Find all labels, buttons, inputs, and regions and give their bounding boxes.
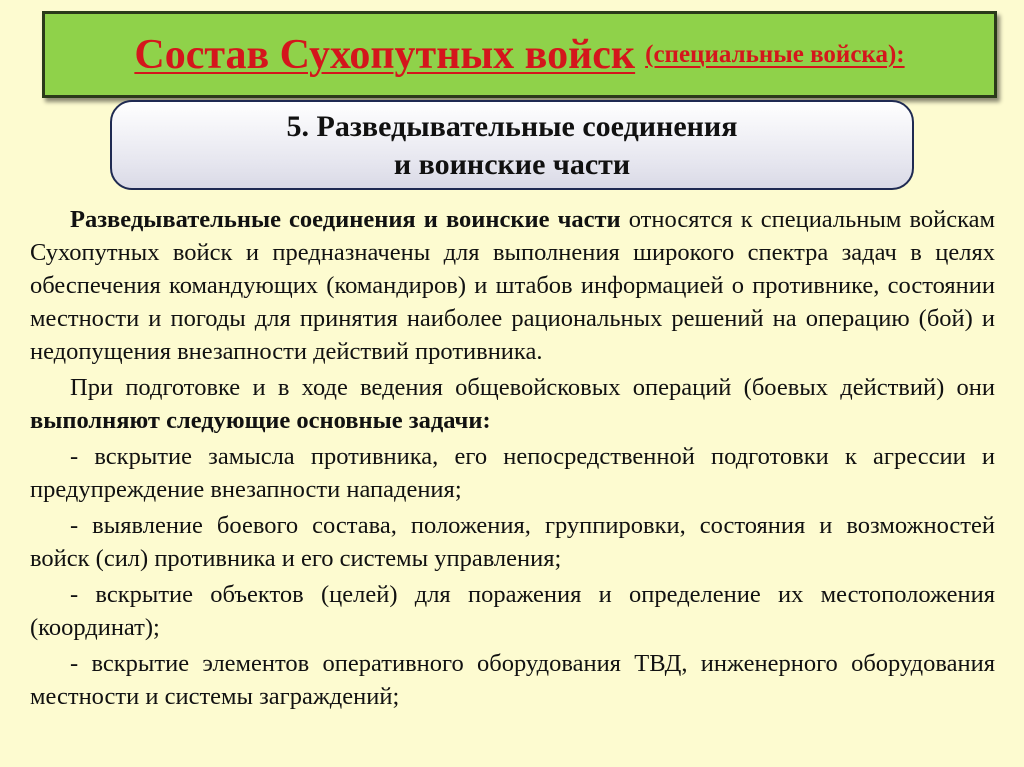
task-item-3: - вскрытие объектов (целей) для поражения и определение их местоположения (координат); (30, 581, 995, 641)
section-heading-line-1: 5. Разведывательные соединения (286, 110, 738, 143)
intro-bold-subject: Разведывательные соединения и воинские части (70, 206, 621, 233)
section-heading-box (110, 100, 914, 190)
tasks-intro-bold: выполняют следующие основные задачи: (30, 407, 491, 434)
tasks-intro-text: При подготовке и в ходе ведения общевойсковых операций (боевых действий) они (70, 374, 995, 401)
title-banner (42, 11, 997, 98)
body-text (30, 203, 995, 713)
tasks-intro-paragraph (30, 371, 995, 437)
slide-title-note: (специальные войска): (645, 40, 905, 68)
task-item-2: - выявление боевого состава, положения, группировки, состояния и возможностей войск (сил) противника и его системы управления; (30, 512, 995, 572)
intro-paragraph (30, 203, 995, 368)
task-item-1: - вскрытие замысла противника, его непосредственной подготовки к агрессии и предупреждение внезапности нападения; (30, 443, 995, 503)
slide-title: Состав Сухопутных войск (134, 31, 636, 78)
task-item-4: - вскрытие элементов оперативного оборудования ТВД, инженерного оборудования местности и системы заграждений; (30, 650, 995, 710)
intro-text: относятся к специальным войскам Сухопутных войск и предназначены для выполнения широкого спектра задач в целях обеспечения командующих (командиров) и штабов информацией о противнике, состоянии местности и погоды для принятия наиболее рациональных решений на операцию (бой) и недопущения внезапности действий противника. (30, 206, 995, 365)
section-heading-line-2: и воинские части (393, 148, 631, 181)
